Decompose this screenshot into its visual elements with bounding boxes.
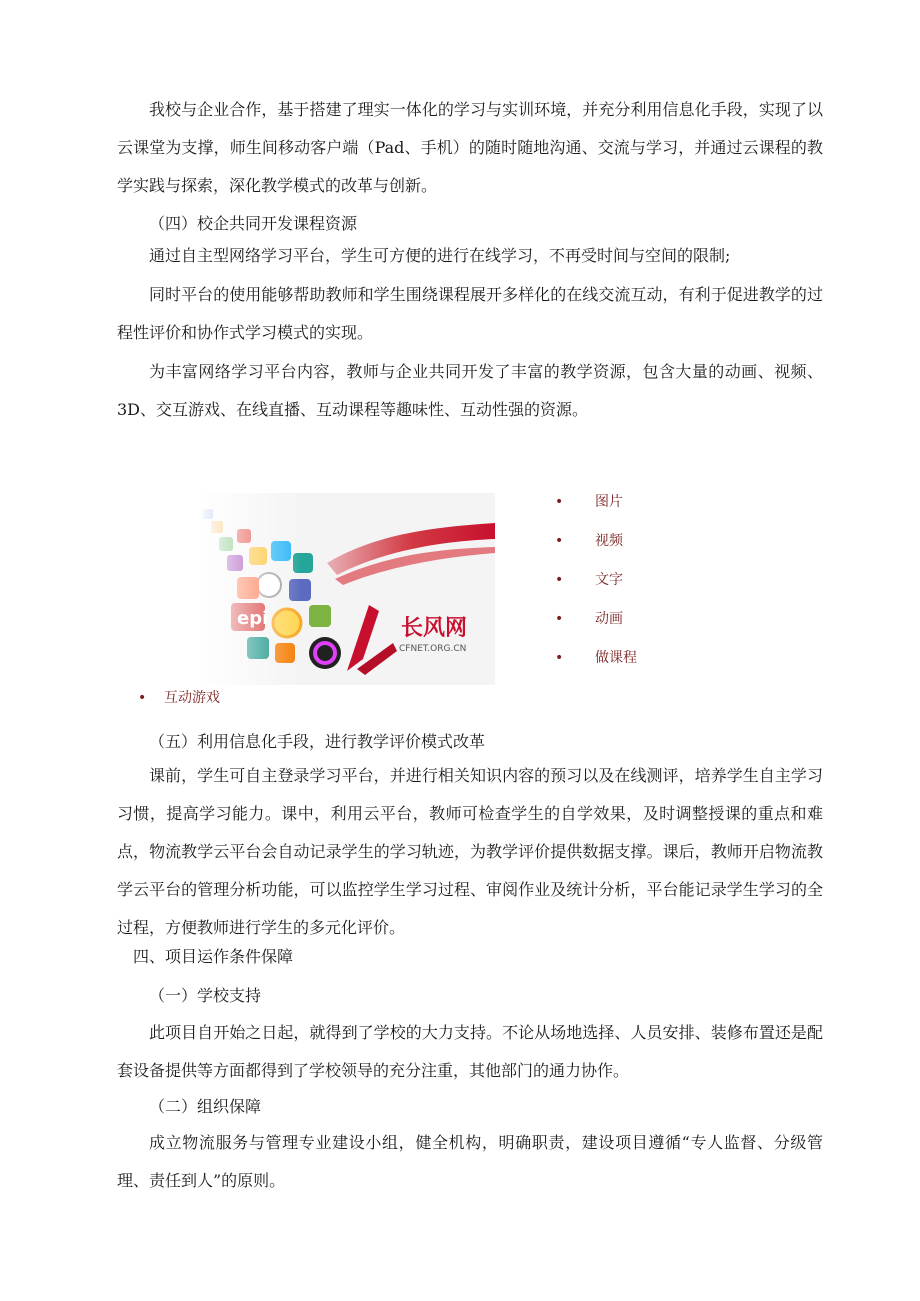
brand-name-text: 长风网 (401, 616, 468, 641)
list-item-label: 视频 (595, 533, 623, 549)
paragraph-organization-guarantee: 成立物流服务与管理专业建设小组，健全机构，明确职责，建设项目遵循“专人监督、分级管理、责任到人”的原则。 (117, 1133, 823, 1190)
bullet-icon: • (555, 494, 564, 510)
list-item-label: 图片 (595, 494, 623, 510)
list-item (555, 562, 637, 601)
bullet-icon: • (555, 611, 564, 627)
list-item (555, 484, 637, 523)
heading-evaluation-reform: （五）利用信息化手段，进行教学评价模式改革 (149, 732, 486, 751)
list-item (555, 601, 637, 640)
paragraph-teaching-resources: 为丰富网络学习平台内容，教师与企业共同开发了丰富的教学资源，包含大量的动画、视频、3D、交互游戏、在线直播、互动课程等趣味性、互动性强的资源。 (117, 362, 823, 419)
paragraph-platform-online: 通过自主型网络学习平台，学生可方便的进行在线学习，不再受时间与空间的限制; (149, 246, 731, 265)
bullet-icon: • (555, 533, 564, 549)
bullet-icon: • (138, 690, 147, 706)
list-item-interactive-games (138, 682, 220, 714)
list-item-label: 做课程 (595, 650, 637, 666)
list-item-label: 文字 (595, 572, 623, 588)
list-item (555, 523, 637, 562)
list-item-label: 互动游戏 (164, 690, 220, 706)
paragraph-cloud-classroom: 我校与企业合作，基于搭建了理实一体化的学习与实训环境，并充分利用信息化手段，实现了以云课堂为支撑，师生间移动客户端（Pad、手机）的随时随地沟通、交流与学习，并通过云课程的教学实践与探索，深化教学模式的改革与创新。 (117, 100, 823, 195)
paragraph-platform-interaction: 同时平台的使用能够帮助教师和学生围绕课程展开多样化的在线交流互动，有利于促进教学的过程性评价和协作式学习模式的实现。 (117, 285, 823, 342)
resource-type-list (555, 484, 637, 679)
list-item-label: 动画 (595, 611, 623, 627)
list-item (555, 640, 637, 679)
heading-organization-guarantee: （二）组织保障 (149, 1097, 262, 1116)
brand-url-text: CFNET.ORG.CN (399, 644, 467, 654)
heading-school-support: （一）学校支持 (149, 986, 262, 1005)
heading-course-resources: （四）校企共同开发课程资源 (149, 214, 358, 233)
paragraph-evaluation-process: 课前，学生可自主登录学习平台，并进行相关知识内容的预习以及在线测评，培养学生自主学习习惯，提高学习能力。课中，利用云平台，教师可检查学生的自学效果，及时调整授课的重点和难点，物流教学云平台会自动记录学生的学习轨迹，为教学评价提供数据支撑。课后，教师开启物流教学云平台的管理分析功能，可以监控学生学习过程、审阅作业及统计分析，平台能记录学生学习的全过程，方便教师进行学生的多元化评价。 (117, 766, 823, 937)
paragraph-school-support: 此项目自开始之日起，就得到了学校的大力支持。不论从场地选择、人员安排、装修布置还是配套设备提供等方面都得到了学校领导的充分注重，其他部门的通力协作。 (117, 1023, 823, 1080)
bullet-icon: • (555, 572, 564, 588)
heading-project-guarantees: 四、项目运作条件保障 (133, 947, 294, 966)
cfnet-logo-illustration (197, 493, 495, 685)
resource-platform-image (197, 493, 495, 685)
bullet-icon: • (555, 650, 564, 666)
